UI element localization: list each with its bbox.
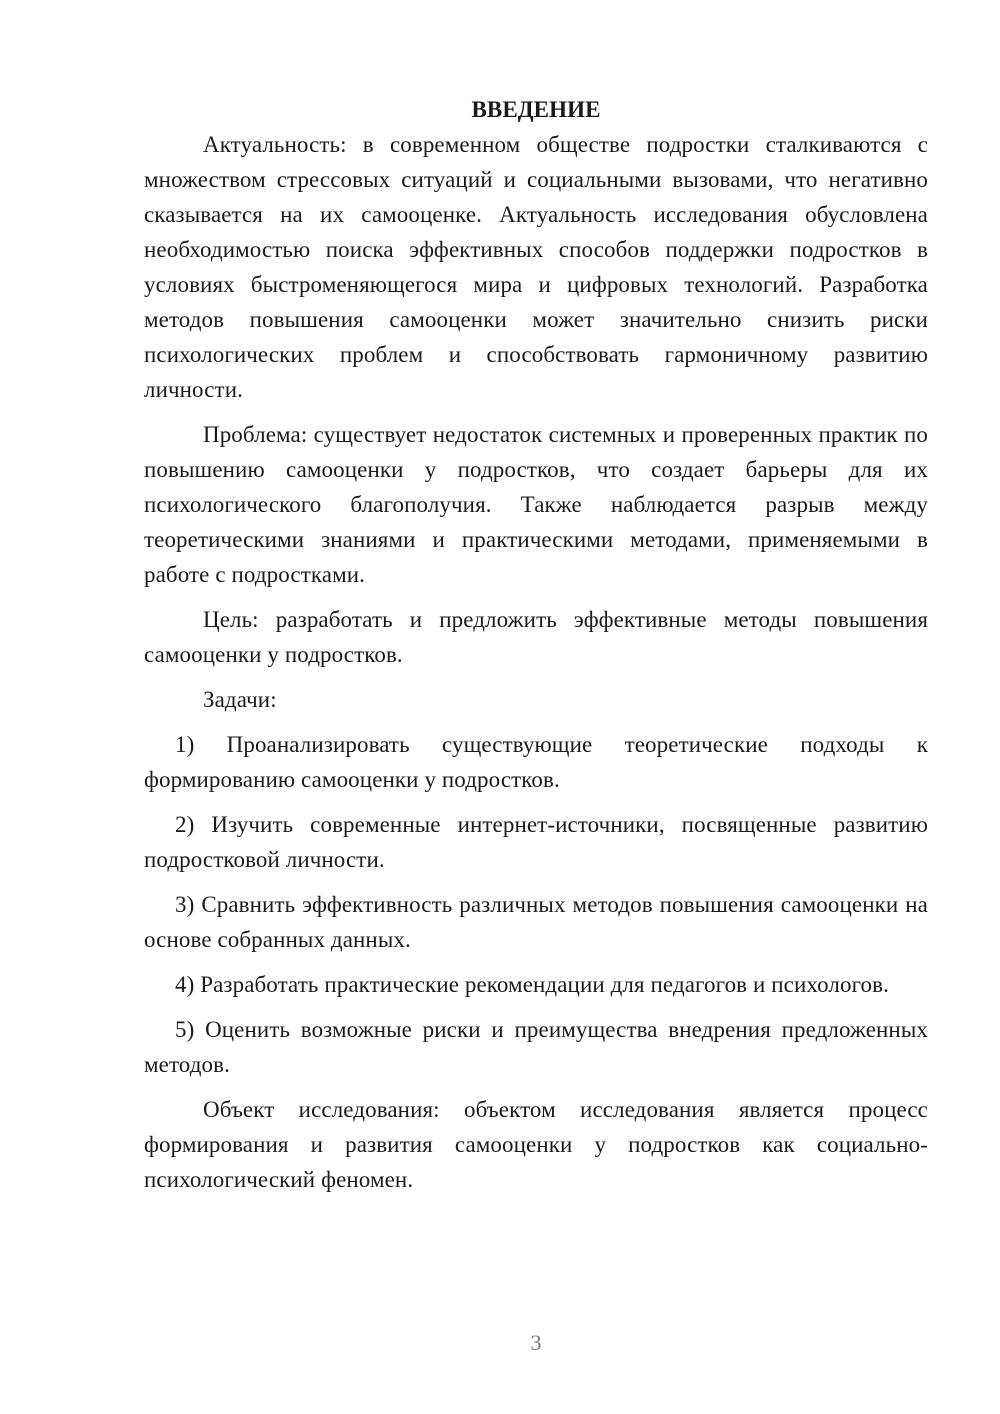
task-item: 2) Изучить современные интернет-источники, посвященные развитию подростковой личности. <box>144 812 928 872</box>
tasks-heading: Задачи: <box>203 687 277 712</box>
problem-paragraph: Проблема: существует недостаток системных и проверенных практик по повышению самооценки у подростков, что создает барьеры для их психологического благополучия. Также наблюдается разрыв между теоретическими знаниями и практическими методами, применяемыми в работе с подростками. <box>144 422 928 587</box>
task-item: 4) Разработать практические рекомендации для педагогов и психологов. <box>175 972 889 997</box>
task-item: 3) Сравнить эффективность различных методов повышения самооценки на основе собранных данных. <box>144 892 928 952</box>
task-item: 5) Оценить возможные риски и преимущества внедрения предложенных методов. <box>144 1017 928 1077</box>
task-item: 1) Проанализировать существующие теоретические подходы к формированию самооценки у подростков. <box>144 732 928 792</box>
object-paragraph: Объект исследования: объектом исследования является процесс формирования и развития самооценки у подростков как социально-психологический феномен. <box>144 1097 928 1192</box>
goal-paragraph: Цель: разработать и предложить эффективные методы повышения самооценки у подростков. <box>144 607 928 667</box>
relevance-paragraph: Актуальность: в современном обществе подростки сталкиваются с множеством стрессовых ситуаций и социальными вызовами, что негативно сказывается на их самооценке. Актуальность исследования обусловлена необходимостью поиска эффективных способов поддержки подростков в условиях быстроменяющегося мира и цифровых технологий. Разработка методов повышения самооценки может значительно снизить риски психологических проблем и способствовать гармоничному развитию личности. <box>144 132 928 402</box>
section-title: ВВЕДЕНИЕ <box>471 97 601 122</box>
document-page <box>144 92 928 1197</box>
page-number: 3 <box>530 1330 542 1355</box>
